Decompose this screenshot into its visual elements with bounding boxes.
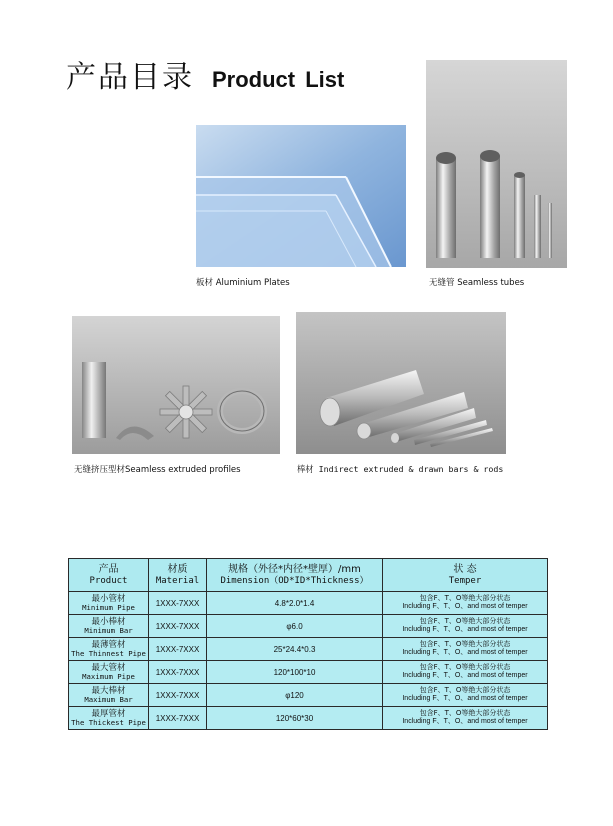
header-dimension <box>207 559 383 592</box>
material-cell: 1XXX-7XXX <box>149 615 207 638</box>
temper-cell <box>383 661 548 684</box>
bars-rods-photo <box>296 312 506 454</box>
product-cn: 最大棒材 <box>91 685 126 696</box>
dimension-cell: φ120 <box>207 684 383 707</box>
table-row <box>69 615 548 638</box>
dimension-cell: 25*24.4*0.3 <box>207 638 383 661</box>
product-en: Minimum Bar <box>84 625 133 635</box>
material-cell: 1XXX-7XXX <box>149 592 207 615</box>
product-cn: 最小管材 <box>91 593 126 604</box>
material-cell: 1XXX-7XXX <box>149 661 207 684</box>
header-temper <box>383 559 548 592</box>
header-material-cn: 材质 <box>167 564 188 576</box>
header-temper-cn: 状 态 <box>453 564 477 576</box>
product-cn: 最小棒材 <box>91 616 126 627</box>
product-en: Maximum Pipe <box>82 671 135 681</box>
temper-cell <box>383 638 548 661</box>
temper-en: Including F、T、O、and most of temper <box>402 672 528 679</box>
temper-cn: 包含F、T、O等绝大部分状态 <box>419 663 511 672</box>
page-title-cn: 产品目录 <box>66 60 194 95</box>
product-cn: 最薄管材 <box>91 639 126 650</box>
table-row <box>69 684 548 707</box>
dimension-cell: φ6.0 <box>207 615 383 638</box>
page-title-en: Product List <box>212 67 345 92</box>
dimension-cell: 4.8*2.0*1.4 <box>207 592 383 615</box>
aluminium-plates-photo <box>196 125 406 267</box>
temper-cn: 包含F、T、O等绝大部分状态 <box>419 617 511 626</box>
aluminium-plates-caption: 板材 Aluminium Plates <box>196 278 290 288</box>
product-cell <box>69 638 149 661</box>
temper-cn: 包含F、T、O等绝大部分状态 <box>419 640 511 649</box>
product-en: The Thickest Pipe <box>71 717 146 727</box>
header-dimension-cn: 规格（外径*内径*壁厚）/mm <box>228 564 361 576</box>
seamless-tubes-photo <box>426 60 567 268</box>
header-temper-en: Temper <box>448 575 482 586</box>
material-cell: 1XXX-7XXX <box>149 707 207 730</box>
product-cell <box>69 707 149 730</box>
product-cn: 最厚管材 <box>91 708 126 719</box>
product-cn: 最大管材 <box>91 662 126 673</box>
product-cell <box>69 684 149 707</box>
table-row <box>69 638 548 661</box>
header-product <box>69 559 149 592</box>
product-cell <box>69 615 149 638</box>
product-en: The Thinnest Pipe <box>71 648 146 658</box>
product-spec-table <box>68 558 548 730</box>
temper-cell <box>383 615 548 638</box>
header-material <box>149 559 207 592</box>
table-row <box>69 707 548 730</box>
table-row <box>69 661 548 684</box>
product-cell <box>69 661 149 684</box>
temper-cell <box>383 684 548 707</box>
temper-cell <box>383 707 548 730</box>
material-cell: 1XXX-7XXX <box>149 638 207 661</box>
table-row <box>69 592 548 615</box>
temper-en: Including F、T、O、and most of temper <box>402 603 528 610</box>
extruded-profiles-photo <box>72 316 280 454</box>
header-material-en: Material <box>155 575 200 586</box>
page-title <box>66 52 344 96</box>
material-cell: 1XXX-7XXX <box>149 684 207 707</box>
bars-rods-caption: 棒材 Indirect extruded & drawn bars & rods <box>297 464 504 474</box>
header-dimension-en: Dimension（OD*ID*Thickness） <box>220 575 369 586</box>
dimension-cell: 120*60*30 <box>207 707 383 730</box>
extruded-profiles-caption: 无缝挤压型材Seamless extruded profiles <box>74 465 241 475</box>
dimension-cell: 120*100*10 <box>207 661 383 684</box>
temper-cn: 包含F、T、O等绝大部分状态 <box>419 709 511 718</box>
temper-en: Including F、T、O、and most of temper <box>402 695 528 702</box>
product-en: Maximum Bar <box>84 694 133 704</box>
header-product-cn: 产品 <box>98 564 119 576</box>
temper-en: Including F、T、O、and most of temper <box>402 649 528 656</box>
temper-en: Including F、T、O、and most of temper <box>402 718 528 725</box>
table-header-row <box>69 559 548 592</box>
seamless-tubes-caption: 无缝管 Seamless tubes <box>429 278 525 288</box>
temper-cn: 包含F、T、O等绝大部分状态 <box>419 594 511 603</box>
temper-en: Including F、T、O、and most of temper <box>402 626 528 633</box>
product-en: Minimum Pipe <box>82 602 135 612</box>
temper-cn: 包含F、T、O等绝大部分状态 <box>419 686 511 695</box>
header-product-en: Product <box>89 575 128 586</box>
temper-cell <box>383 592 548 615</box>
product-cell <box>69 592 149 615</box>
